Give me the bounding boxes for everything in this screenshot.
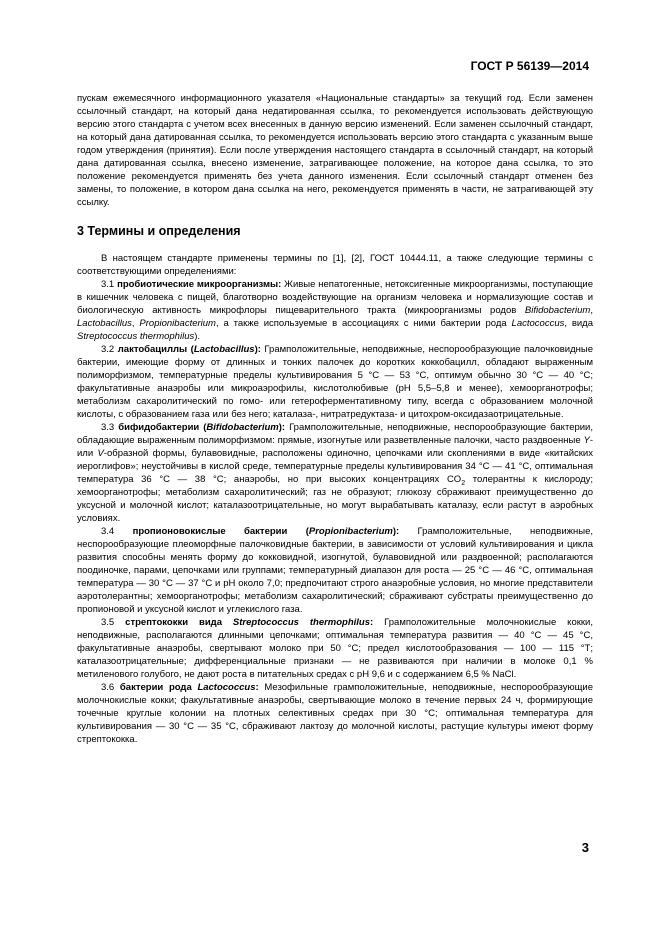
definition-3-1: 3.1 пробиотические микроорганизмы: Живые непатогенные, нетоксигенные микроорганизмы, поступающие в кишечник человека с пищей, благотворно воздействующие на организм человека и нормализующие состав и биологическую активность микрофлоры пищеварительного тракта (микроорганизмы родов Bifidobacterium, Lactobacillus, Propionibacterium, а также используемые в ассоциациях с ними бактерии рода Lactococcus, вида Streptococcus thermophilus). <box>77 279 594 342</box>
definition-3-6: 3.6 бактерии рода Lactococcus: Мезофильные грамположительные, неподвижные, неспорообразующие молочнокислые кокки; факультативные анаэробы, свертывающие молоко в течение первых 24 ч, формирующие точечные круглые колонии на плотных селективных средах при 30 °С; оптимальная температура для культивирования — 30 °С — 35 °С, сбраживают лактозу до молочной кислоты, растущие культуры имеют форму стрептококка. <box>77 682 594 745</box>
definition-number: 3.3 <box>101 422 115 433</box>
intro-paragraph: пускам ежемесячного информационного указателя «Национальные стандарты» за текущий год. Если заменен ссылочный стандарт, на который дана недатированная ссылка, то рекомендуется использовать действующую версию этого стандарта с учетом всех внесенных в данную версию изменений. Если заменен ссылочный стандарт, на который дана датированная ссылка, то рекомендуется использовать версию этого стандарта с указанным выше годом утверждения (принятия). Если после утверждения настоящего стандарта в ссылочный стандарт, на который дана датированная ссылка, внесено изменение, затрагивающее положение, на которое дана ссылка, то это положение рекомендуется применять без учета данного изменения. Если ссылочный стандарт отменен без замены, то положение, в котором дана ссылка на него, рекомендуется применять в части, не затрагивающей эту ссылку. <box>77 93 593 208</box>
genus-name: Lactobacillus <box>77 318 132 329</box>
definition-term: бактерии рода Lactococcus: <box>119 682 259 693</box>
definition-3-5: 3.5 стрептококки вида Streptococcus thermophilus: Грамположительные молочнокислые кокки, неподвижные, располагаются длинными цепочками; оптимальная температура развития — 40 °С — 45 °С, факультативные анаэробы, свертывают молоко при 50 °С; предел кислотообразования — 100 — 115 °Т; каталазоотрицательные; дифференциальные признаки — не развиваются при наличии в молоке 0,1 % метиленового голубого, не дают роста в питательных средах с рН 9,6 и с содержанием 6,5 % NaCl. <box>77 617 593 680</box>
section-lead-paragraph: В настоящем стандарте применены термины по [1], [2], ГОСТ 10444.11, а также следующие термины с соответствующими определениями: <box>77 253 593 277</box>
definition-term: пробиотические микроорганизмы: <box>117 279 282 290</box>
page-content <box>77 92 593 746</box>
section-title: 3 Термины и определения <box>77 224 241 238</box>
definition-term: пропионовокислые бактерии (Propionibacterium): <box>132 526 400 537</box>
page-number: 3 <box>581 840 589 855</box>
definition-number: 3.4 <box>101 526 115 537</box>
definition-3-3: 3.3 бифидобактерии (Bifidobacterium): Грамположительные, неподвижные, неспорообразующие бактерии, обладающие выраженным полиморфизмом: прямые, изогнутые или разветвленные палочки, часто раздвоенные Y- или V-образной формы, булавовидные, расположены одиночно, цепочками или скоплениями в виде «китайских иероглифов»; неустойчивы в кислой среде, температурные пределы культивирования 34 °С — 41 °С, оптимальная температура 36 °С — 38 °С; анаэробы, но при высоких концентрациях $CO_2$ толерантны к кислороду; хемоорганотрофы; метаболизм сахаролитический; газ не образуют; глюкозу сбраживают преимущественно до уксусной и молочной кислот; каталазоотрицательные, но могут вырабатывать каталазу, если растут в аэробных условиях. <box>77 422 594 524</box>
genus-name: Bifidobacterium <box>524 305 591 316</box>
species-name: Streptococcus thermophilus <box>77 331 195 342</box>
definition-number: 3.5 <box>101 617 115 628</box>
definition-number: 3.2 <box>101 344 115 355</box>
definition-3-2: 3.2 лактобациллы (Lactobacillus): Грамположительные, неподвижные, неспорообразующие палочковидные бактерии, имеющие форму от длинных и тонких палочек до коротких коккобацилл, обладают выраженным полиморфизмом, температурные пределы культивирования 5 °С — 53 °С, оптимум обычно 30 °С — 40 °С; факультативные анаэробы или микроаэрофилы, кислотолюбивые (рН 5,5–5,8 и менее), хемоорганотрофы; метаболизм сахаролитический по гомо- или гетероферментативному типу, всегда с образованием молочной кислоты, с образованием газа или без него; каталаза-, нитратредуктаза- и цитохром-оксидазаотрицательные. <box>77 344 593 420</box>
document-code-header: ГОСТ Р 56139—2014 <box>470 59 589 73</box>
definition-3-4: 3.4 пропионовокислые бактерии (Propionibacterium): Грамположительные, неподвижные, неспорообразующие плеоморфные палочковидные бактерии, в зависимости от условий культивирования и цикла развития способны менять форму до кокковидной, изогнутой, булавовидной или раздвоенной; располагаются поодиночке, парами, цепочками или группами; температурный диапазон для роста — 25 °С — 46 °С, оптимальная температура — 30 °С — 37 °С и рН около 7,0; предпочитают строго анаэробные условия, но многие представители аэротолерантны; хемоорганотрофы; метаболизм сахаролитический; сбраживают субстраты преимущественно до пропионовой и уксусной кислот и углекислого газа. <box>77 526 593 615</box>
definition-number: 3.1 <box>101 279 115 290</box>
definition-term: стрептококки вида Streptococcus thermophilus: <box>125 617 374 628</box>
definition-term: лактобациллы (Lactobacillus): <box>117 344 261 355</box>
definition-number: 3.6 <box>101 682 115 693</box>
definition-term: бифидобактерии (Bifidobacterium): <box>118 422 286 433</box>
subscript: 2 <box>461 479 466 487</box>
genus-name: Lactococcus <box>511 318 565 329</box>
genus-name: Propionibacterium <box>139 318 216 329</box>
